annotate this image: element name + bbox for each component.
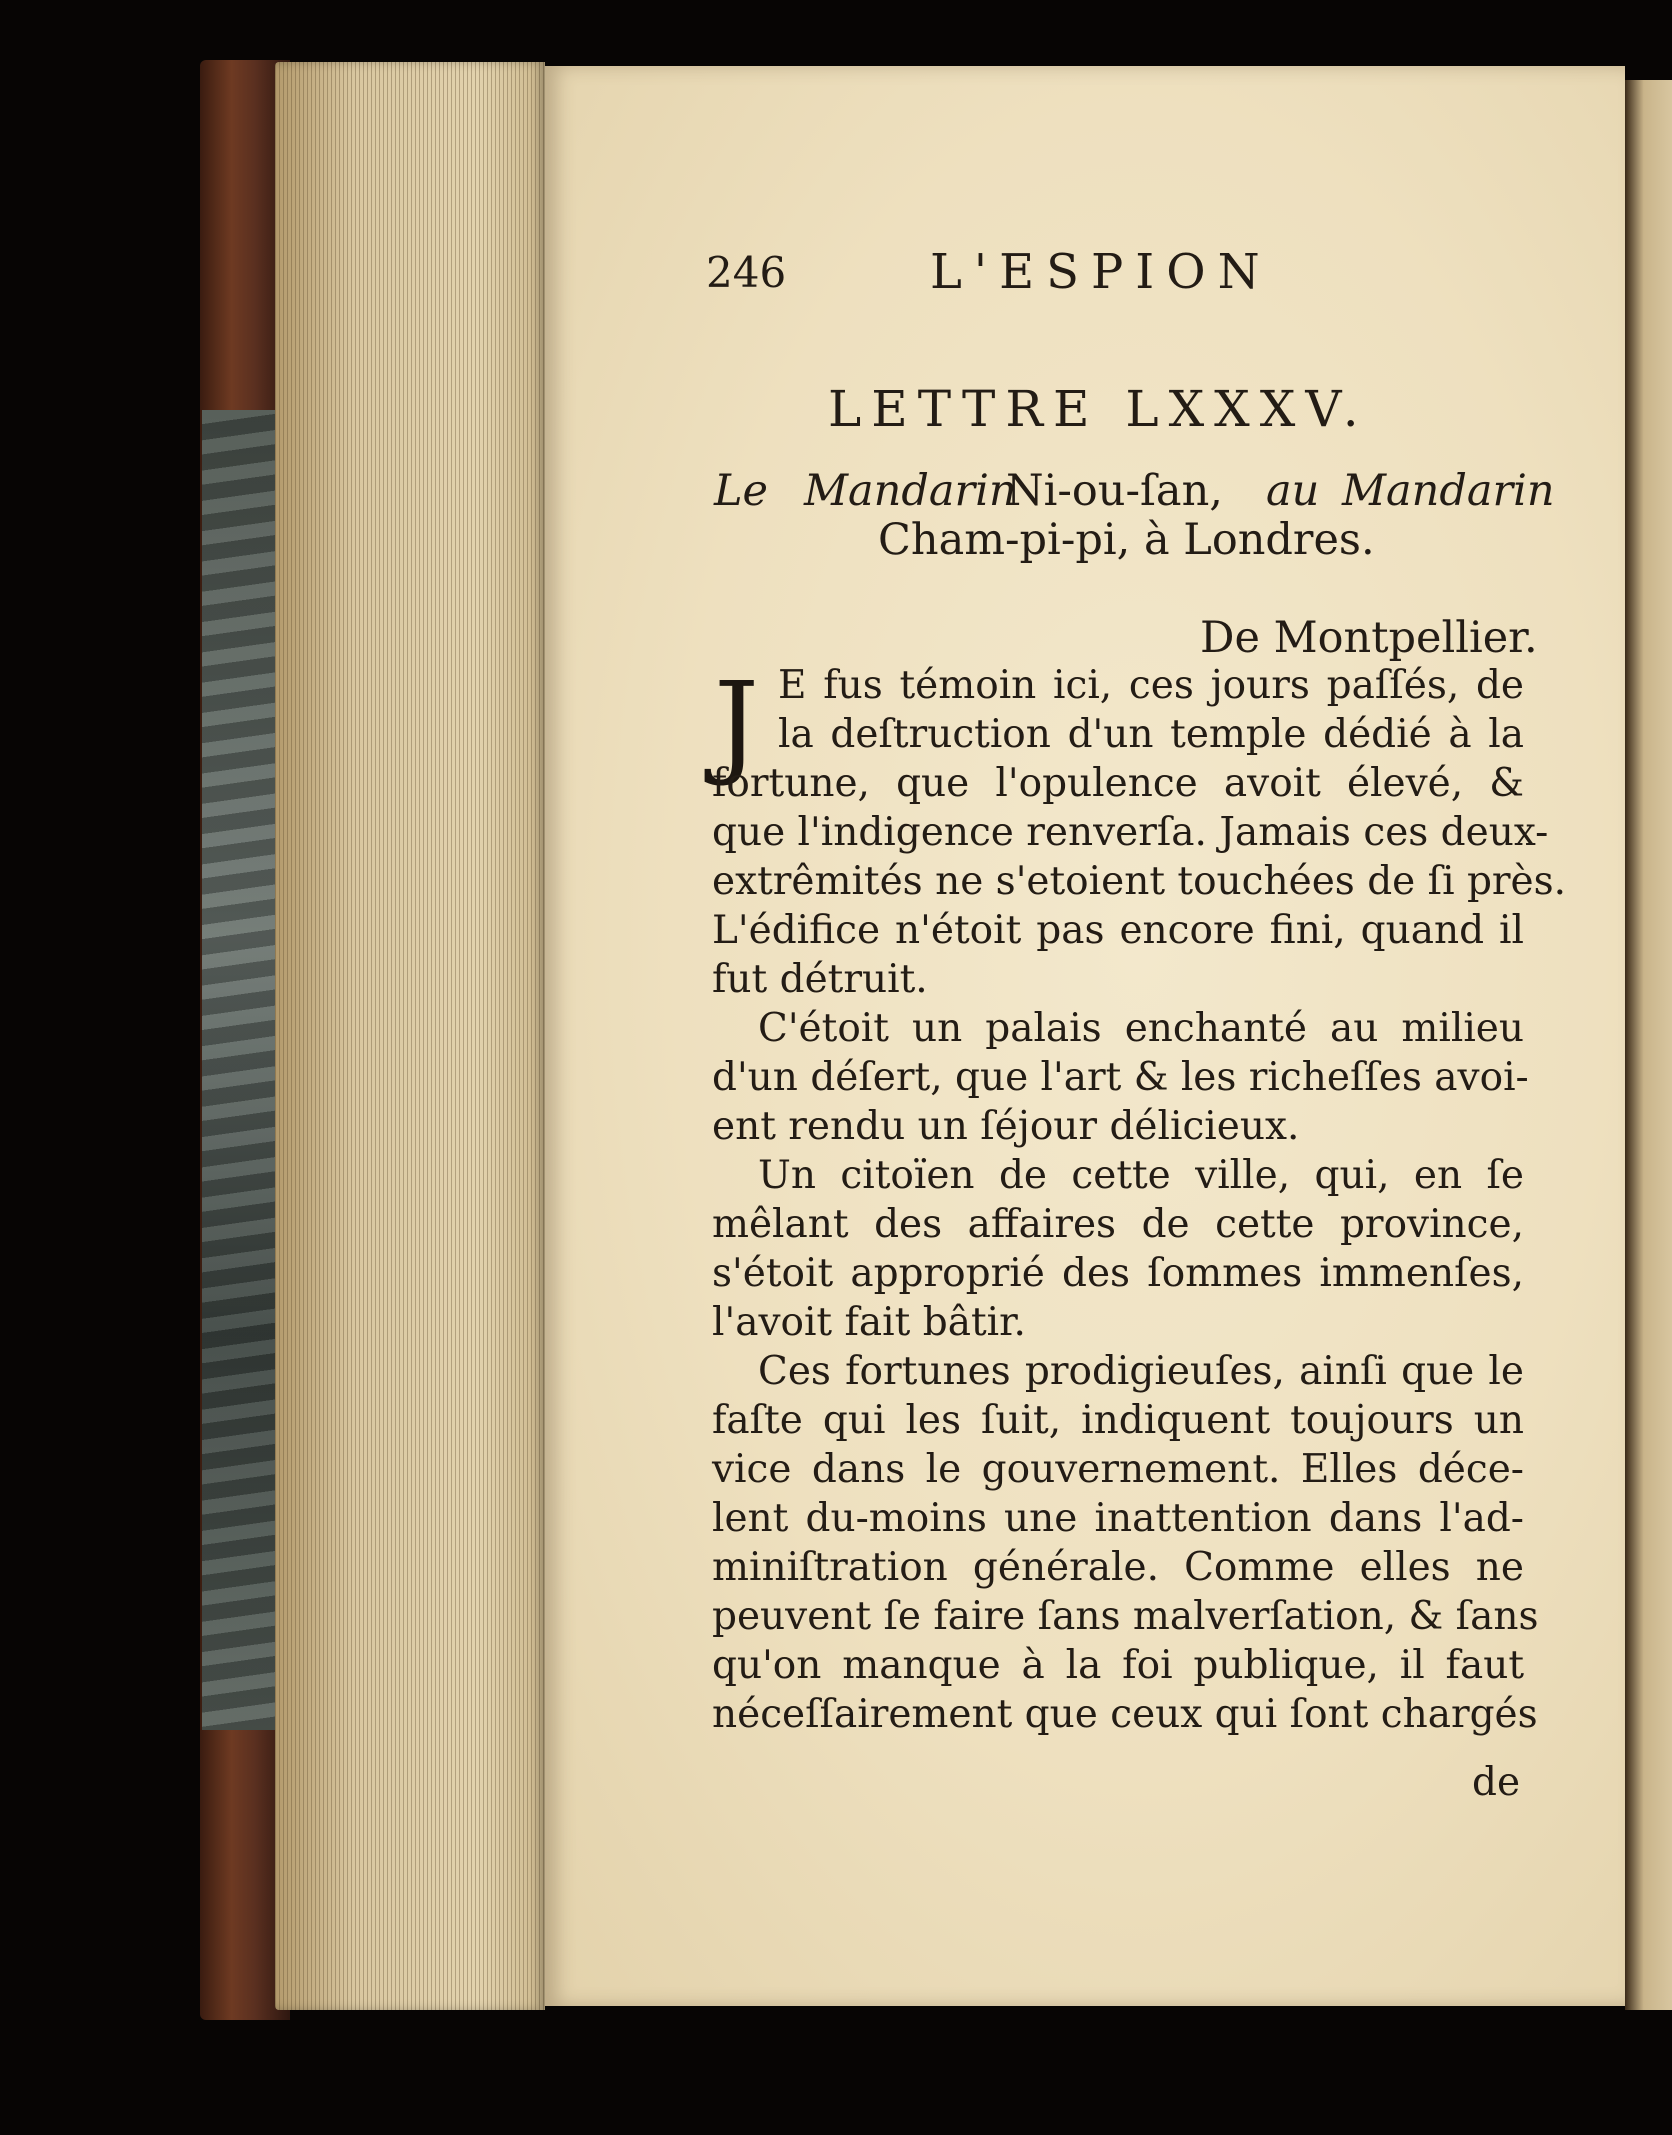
body-line: s'étoit approprié des ſommes immenſes,: [712, 1251, 1524, 1296]
body-line: ent rendu un ſéjour délicieux.: [712, 1104, 1300, 1149]
facing-page-edge: [1625, 80, 1672, 2010]
body-line: que l'indigence renverſa. Jamais ces deux-: [712, 810, 1549, 855]
drop-cap: J: [714, 659, 759, 789]
body-line: la deſtruction d'un temple dédié à la: [778, 712, 1524, 757]
page-number: 246: [706, 248, 787, 297]
body-line: néceſſairement que ceux qui ſont chargés: [712, 1692, 1538, 1737]
letter-heading-line-2: Cham-pi-pi, à Londres.: [878, 515, 1375, 565]
body-line: vice dans le gouvernement. Elles déce-: [712, 1447, 1524, 1492]
body-line: miniſtration générale. Comme elles ne: [712, 1545, 1524, 1590]
heading-word: Le: [714, 466, 769, 516]
body-line: fortune, que l'opulence avoit élevé, &: [712, 761, 1524, 806]
heading-word: Mandarin: [804, 466, 1017, 516]
body-line: mêlant des affaires de cette province,: [712, 1202, 1524, 1247]
heading-word: Mandarin: [1342, 466, 1555, 516]
body-line: fut détruit.: [712, 957, 928, 1002]
body-line: qu'on manque à la foi publique, il faut: [712, 1643, 1524, 1688]
marbled-board: [202, 410, 282, 1730]
catchword: de: [1472, 1760, 1521, 1805]
body-line: Un citoïen de cette ville, qui, en ſe: [758, 1153, 1524, 1198]
body-line: C'étoit un palais enchanté au milieu: [758, 1006, 1524, 1051]
body-line: faſte qui les ſuit, indiquent toujours un: [712, 1398, 1524, 1443]
body-line: E fus témoin ici, ces jours paſſés, de: [778, 663, 1524, 708]
running-head: L'ESPION: [930, 244, 1272, 300]
page-edges: [275, 62, 545, 2010]
body-line: d'un déſert, que l'art & les richeſſes avoi-: [712, 1055, 1529, 1100]
body-line: Ces fortunes prodigieuſes, ainſi que le: [758, 1349, 1524, 1394]
body-line: l'avoit fait bâtir.: [712, 1300, 1026, 1345]
body-line: lent du-moins une inattention dans l'ad-: [712, 1496, 1524, 1541]
body-line: L'édifice n'étoit pas encore fini, quand il: [712, 908, 1524, 953]
dateline: De Montpellier.: [1200, 613, 1538, 663]
letter-heading-line-1: [714, 466, 1555, 518]
letter-title: LETTRE LXXXV.: [828, 380, 1369, 438]
body-line: peuvent ſe faire ſans malverſation, & ſans: [712, 1594, 1539, 1639]
heading-word: au: [1266, 466, 1320, 516]
body-line: extrêmités ne s'etoient touchées de ſi près.: [712, 859, 1567, 904]
heading-word: Ni-ou-ſan,: [1006, 466, 1223, 516]
